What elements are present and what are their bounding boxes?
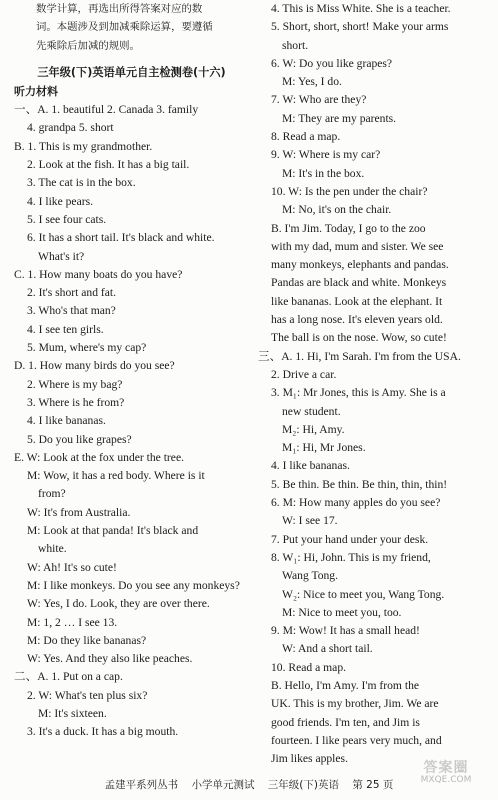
- text-line: B. 1. This is my grandmother.: [14, 139, 153, 153]
- text-line: M: Look at that panda! It's black and: [27, 524, 199, 538]
- text-line: M: Yes, I do.: [282, 75, 342, 89]
- text-line: M: 1, 2 … I see 13.: [27, 615, 118, 629]
- left-lines: [14, 101, 249, 741]
- text-line: W: Yes. And they also like peaches.: [27, 652, 193, 666]
- text-line: 2. Drive a car.: [271, 367, 337, 381]
- footer-grade: 三年级(下)英语: [267, 779, 339, 791]
- text-line: 3. It's a duck. It has a big mouth.: [27, 725, 179, 739]
- text-line: W: I see 17.: [282, 514, 338, 528]
- text-line: B. I'm Jim. Today, I go to the zoo: [271, 221, 426, 235]
- text-line: like bananas. Look at the elephant. It: [271, 294, 443, 308]
- text-line: 4. grandpa 5. short: [27, 121, 114, 135]
- text-line: W: It's from Australia.: [27, 505, 131, 519]
- text-line: 3. The cat is in the box.: [27, 176, 136, 190]
- text-line: 2. Where is my bag?: [27, 377, 123, 391]
- text-line: Pandas are black and white. Monkeys: [271, 276, 447, 290]
- text-line: Jim likes apples.: [271, 752, 348, 766]
- text-line: UK. This is my brother, Jim. We are: [271, 697, 439, 711]
- text-line: W: Yes, I do. Look, they are over there.: [27, 597, 210, 611]
- text-line: What's it?: [38, 249, 85, 263]
- text-line: M₁: Hi, Mr Jones.: [282, 441, 366, 455]
- text-line: 7. Put your hand under your desk.: [271, 532, 429, 546]
- text-line: M: I like monkeys. Do you see any monkeys?: [27, 578, 240, 592]
- text-line: with my dad, mum and sister. We see: [271, 239, 444, 253]
- text-line: M: It's in the box.: [282, 166, 365, 180]
- text-line: M: It's sixteen.: [38, 706, 107, 720]
- text-line: M: Nice to meet you, too.: [282, 605, 402, 619]
- text-line: B. Hello, I'm Amy. I'm from the: [271, 678, 420, 692]
- text-line: 3. Who's that man?: [27, 304, 116, 318]
- text-line: M: Do they like bananas?: [27, 633, 147, 647]
- footer-page: 第 25 页: [352, 779, 394, 791]
- text-line: 10. W: Is the pen under the chair?: [271, 184, 428, 198]
- text-line: 2. It's short and fat.: [27, 286, 117, 300]
- text-line: many monkeys, elephants and pandas.: [271, 258, 449, 272]
- text-line: 一、A. 1. beautiful 2. Canada 3. family: [14, 103, 199, 117]
- listening-heading: 听力材料: [14, 84, 58, 98]
- text-line: 6. M: How many apples do you see?: [271, 496, 441, 510]
- text-line: 7. W: Who are they?: [271, 93, 367, 107]
- footer-title: 小学单元测试: [191, 779, 255, 791]
- text-line: 4. I see ten girls.: [27, 322, 104, 336]
- text-line: D. 1. How many birds do you see?: [14, 359, 175, 373]
- text-line: E. W: Look at the fox under the tree.: [14, 450, 184, 464]
- text-line: 2. W: What's ten plus six?: [27, 688, 148, 702]
- text-line: W₂: Nice to meet you, Wang Tong.: [282, 587, 445, 601]
- text-line: 8. W₁: Hi, John. This is my friend,: [271, 550, 431, 564]
- text-line: 5. Mum, where's my cap?: [27, 341, 147, 355]
- text-line: M: Wow, it has a red body. Where is it: [27, 469, 205, 483]
- watermark-brand: 答案圈: [423, 760, 469, 776]
- text-line: M₂: Hi, Amy.: [282, 422, 345, 436]
- text-line: has a long nose. It's eleven years old.: [271, 313, 443, 327]
- text-line: 2. Look at the fish. It has a big tail.: [27, 158, 190, 172]
- text-line: white.: [38, 542, 67, 556]
- text-line: M: They are my parents.: [282, 111, 397, 125]
- text-line: 4. This is Miss White. She is a teacher.: [271, 2, 451, 15]
- text-line: W: Ah! It's so cute!: [27, 560, 117, 574]
- text-line: C. 1. How many boats do you have?: [14, 267, 183, 281]
- text-line: 二、A. 1. Put on a cap.: [14, 670, 123, 684]
- text-line: good friends. I'm ten, and Jim is: [271, 715, 420, 729]
- text-line: 9. W: Where is my car?: [271, 148, 381, 162]
- watermark-url: MXQE.COM: [420, 775, 472, 785]
- text-line: 6. It has a short tail. It's black and white.: [27, 231, 215, 245]
- text-line: 3. Where is he from?: [27, 395, 125, 409]
- text-line: 5. I see four cats.: [27, 212, 107, 226]
- intro-line: 先乘除后加减的规则。: [36, 39, 140, 52]
- text-line: M: No, it's on the chair.: [282, 203, 392, 217]
- intro-paragraph: [14, 0, 249, 55]
- text-line: W: And a short tail.: [282, 642, 373, 656]
- text-line: 9. M: Wow! It has a small head!: [271, 624, 420, 638]
- text-line: from?: [38, 487, 66, 501]
- text-line: 4. I like bananas.: [271, 459, 350, 473]
- text-line: The ball is on the nose. Wow, so cute!: [271, 331, 447, 345]
- section-title: 三年级(下)英语单元自主检测卷(十六): [37, 65, 226, 79]
- left-column: [14, 0, 249, 742]
- text-line: 6. W: Do you like grapes?: [271, 56, 393, 70]
- text-line: 5. Short, short, short! Make your arms: [271, 20, 449, 34]
- right-column: [258, 0, 486, 768]
- footer-series: 孟建平系列丛书: [104, 779, 179, 791]
- intro-line: 数学计算，再选出所得答案对应的数: [36, 3, 203, 15]
- text-line: 5. Do you like grapes?: [27, 432, 132, 446]
- text-line: 8. Read a map.: [271, 130, 341, 144]
- text-line: Wang Tong.: [282, 569, 339, 583]
- text-line: 3. M₁: Mr Jones, this is Amy. She is a: [271, 386, 446, 400]
- text-line: 4. I like pears.: [27, 194, 93, 208]
- intro-line: 词。本题涉及到加减乘除运算，要遵循: [36, 21, 213, 34]
- watermark-logo: [400, 762, 492, 796]
- right-lines: [258, 0, 486, 768]
- text-line: short.: [282, 38, 309, 52]
- text-line: 4. I like bananas.: [27, 414, 106, 428]
- text-line: fourteen. I like pears very much, and: [271, 733, 442, 747]
- text-line: 三、A. 1. Hi, I'm Sarah. I'm from the USA.: [258, 349, 461, 363]
- text-line: 10. Read a map.: [271, 660, 347, 674]
- text-line: 5. Be thin. Be thin. Be thin, thin, thin!: [271, 477, 448, 491]
- text-line: new student.: [282, 404, 341, 418]
